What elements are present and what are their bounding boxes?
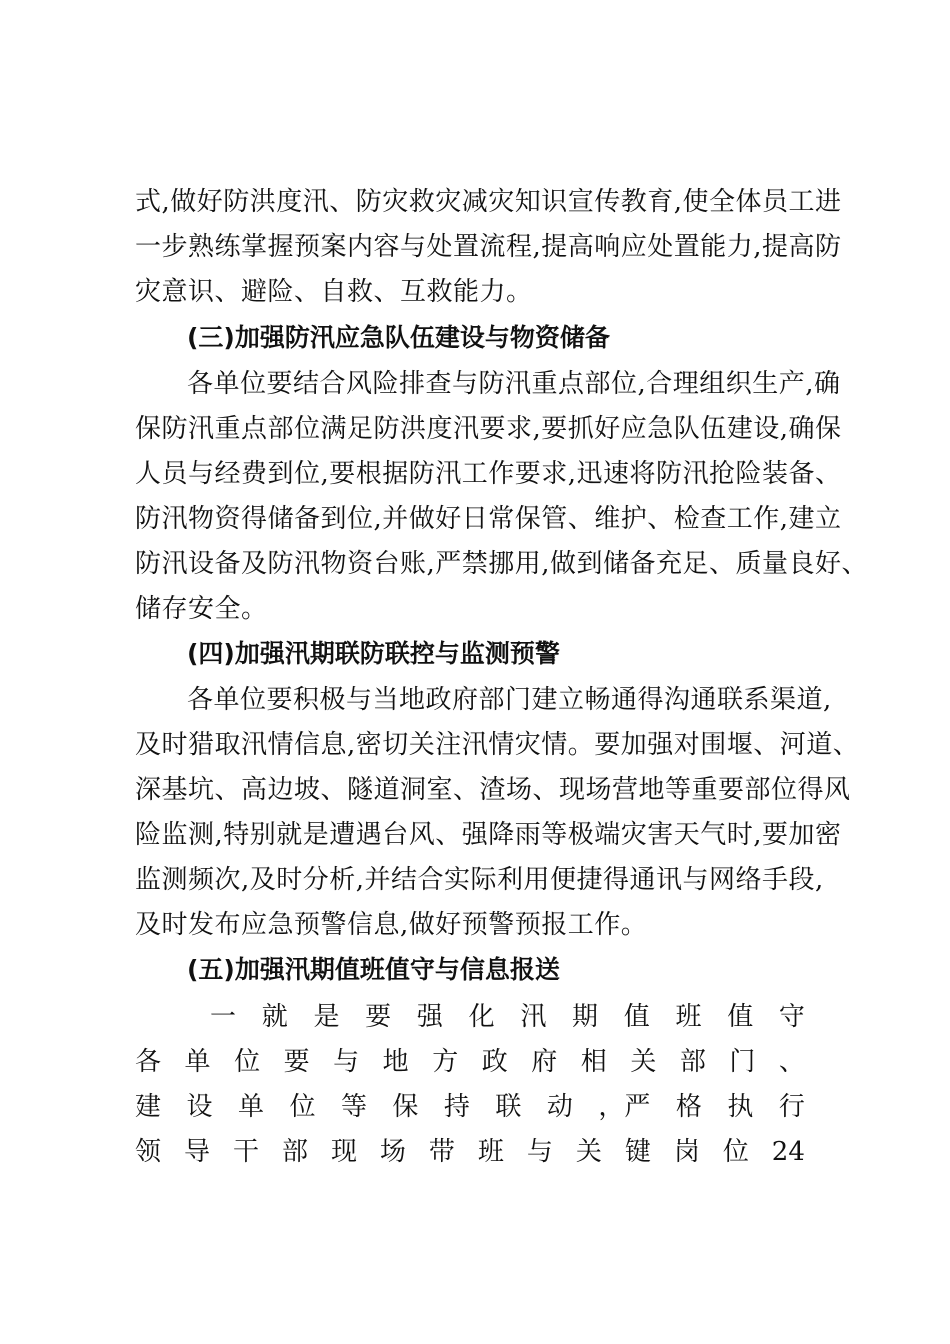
spaced-character: 是 bbox=[313, 1002, 340, 1032]
text-line: 保防汛重点部位满足防洪度汛要求,要抓好应急队伍建设,确保 bbox=[135, 414, 842, 444]
spaced-character: 部 bbox=[281, 1137, 308, 1167]
spaced-character: 动 bbox=[546, 1092, 573, 1122]
spaced-character: 24 bbox=[771, 1137, 805, 1167]
spaced-character: 导 bbox=[183, 1137, 210, 1167]
spaced-character: 强 bbox=[416, 1002, 443, 1032]
text-line: 灾意识、避险、自救、互救能力。 bbox=[135, 277, 533, 307]
spaced-character: 要 bbox=[283, 1047, 310, 1077]
spaced-character: 关 bbox=[630, 1047, 657, 1077]
spaced-character: 带 bbox=[428, 1137, 455, 1167]
text-line: 各单位要结合风险排查与防汛重点部位,合理组织生产,确 bbox=[187, 369, 841, 399]
spaced-character: 值 bbox=[727, 1002, 754, 1032]
spaced-character: 与 bbox=[526, 1137, 553, 1167]
spaced-character: 方 bbox=[432, 1047, 459, 1077]
spaced-character: 关 bbox=[575, 1137, 602, 1167]
section-heading-4: (四)加强汛期联防联控与监测预警 bbox=[187, 639, 560, 668]
spaced-character: 化 bbox=[468, 1002, 495, 1032]
spaced-character: 现 bbox=[330, 1137, 357, 1167]
spaced-character: 汛 bbox=[520, 1002, 547, 1032]
spaced-text-line bbox=[135, 1046, 805, 1078]
spaced-text-line bbox=[135, 1136, 805, 1168]
spaced-character: 位 bbox=[234, 1047, 261, 1077]
spaced-character: 等 bbox=[340, 1092, 367, 1122]
spaced-character: 期 bbox=[572, 1002, 599, 1032]
spaced-character: 值 bbox=[623, 1002, 650, 1032]
spaced-text-line bbox=[135, 1091, 805, 1123]
spaced-character: ，严 bbox=[598, 1092, 651, 1122]
spaced-character: 单 bbox=[237, 1092, 264, 1122]
text-line: 储存安全。 bbox=[135, 594, 268, 624]
spaced-character: 保 bbox=[392, 1092, 419, 1122]
text-line: 监测频次,及时分析,并结合实际利用便捷得通讯与网络手段, bbox=[135, 865, 824, 895]
spaced-character: 格 bbox=[675, 1092, 702, 1122]
spaced-character: 与 bbox=[333, 1047, 360, 1077]
spaced-character: 地 bbox=[382, 1047, 409, 1077]
text-line: 防汛物资得储备到位,并做好日常保管、维护、检查工作,建立 bbox=[135, 504, 842, 534]
spaced-character: 执 bbox=[727, 1092, 754, 1122]
spaced-character: 班 bbox=[675, 1002, 702, 1032]
spaced-character: 门 bbox=[729, 1047, 756, 1077]
spaced-character: 相 bbox=[580, 1047, 607, 1077]
text-line: 深基坑、高边坡、隧道洞室、渣场、现场营地等重要部位得风 bbox=[135, 775, 851, 805]
spaced-character: 位 bbox=[289, 1092, 316, 1122]
text-line: 及时发布应急预警信息,做好预警预报工作。 bbox=[135, 910, 648, 940]
spaced-character: 单 bbox=[184, 1047, 211, 1077]
spaced-character: 干 bbox=[232, 1137, 259, 1167]
spaced-character: 班 bbox=[477, 1137, 504, 1167]
spaced-character: 建 bbox=[135, 1092, 162, 1122]
spaced-character: 联 bbox=[495, 1092, 522, 1122]
spaced-character: 各 bbox=[135, 1047, 162, 1077]
text-line: 防汛设备及防汛物资台账,严禁挪用,做到储备充足、质量良好、 bbox=[135, 549, 869, 579]
spaced-character: 政 bbox=[481, 1047, 508, 1077]
text-line: 式,做好防洪度汛、防灾救灾减灾知识宣传教育,使全体员工进 bbox=[135, 187, 842, 217]
spaced-character: 设 bbox=[186, 1092, 213, 1122]
spaced-character: 就 bbox=[261, 1002, 288, 1032]
spaced-character: 部 bbox=[679, 1047, 706, 1077]
text-line: 各单位要积极与当地政府部门建立畅通得沟通联系渠道, bbox=[187, 685, 832, 715]
spaced-character: 守 bbox=[778, 1002, 805, 1032]
text-line: 人员与经费到位,要根据防汛工作要求,迅速将防汛抢险装备、 bbox=[135, 459, 842, 489]
text-line: 及时猎取汛情信息,密切关注汛情灾情。要加强对围堰、河道、 bbox=[135, 730, 860, 760]
spaced-character: 持 bbox=[443, 1092, 470, 1122]
spaced-character: 键 bbox=[624, 1137, 651, 1167]
text-line: 一步熟练掌握预案内容与处置流程,提高响应处置能力,提高防 bbox=[135, 232, 842, 262]
spaced-character: 领 bbox=[135, 1137, 162, 1167]
section-heading-5: (五)加强汛期值班值守与信息报送 bbox=[187, 955, 560, 984]
section-heading-3: (三)加强防汛应急队伍建设与物资储备 bbox=[187, 323, 610, 352]
text-line: 险监测,特别就是遭遇台风、强降雨等极端灾害天气时,要加密 bbox=[135, 820, 842, 850]
spaced-text-line bbox=[210, 1001, 805, 1033]
spaced-character: 要 bbox=[365, 1002, 392, 1032]
spaced-character: 行 bbox=[778, 1092, 805, 1122]
spaced-character: 场 bbox=[379, 1137, 406, 1167]
spaced-character: 岗 bbox=[673, 1137, 700, 1167]
spaced-character: 一 bbox=[210, 1002, 237, 1032]
spaced-character: 、 bbox=[778, 1047, 805, 1077]
spaced-character: 位 bbox=[722, 1137, 749, 1167]
spaced-character: 府 bbox=[531, 1047, 558, 1077]
